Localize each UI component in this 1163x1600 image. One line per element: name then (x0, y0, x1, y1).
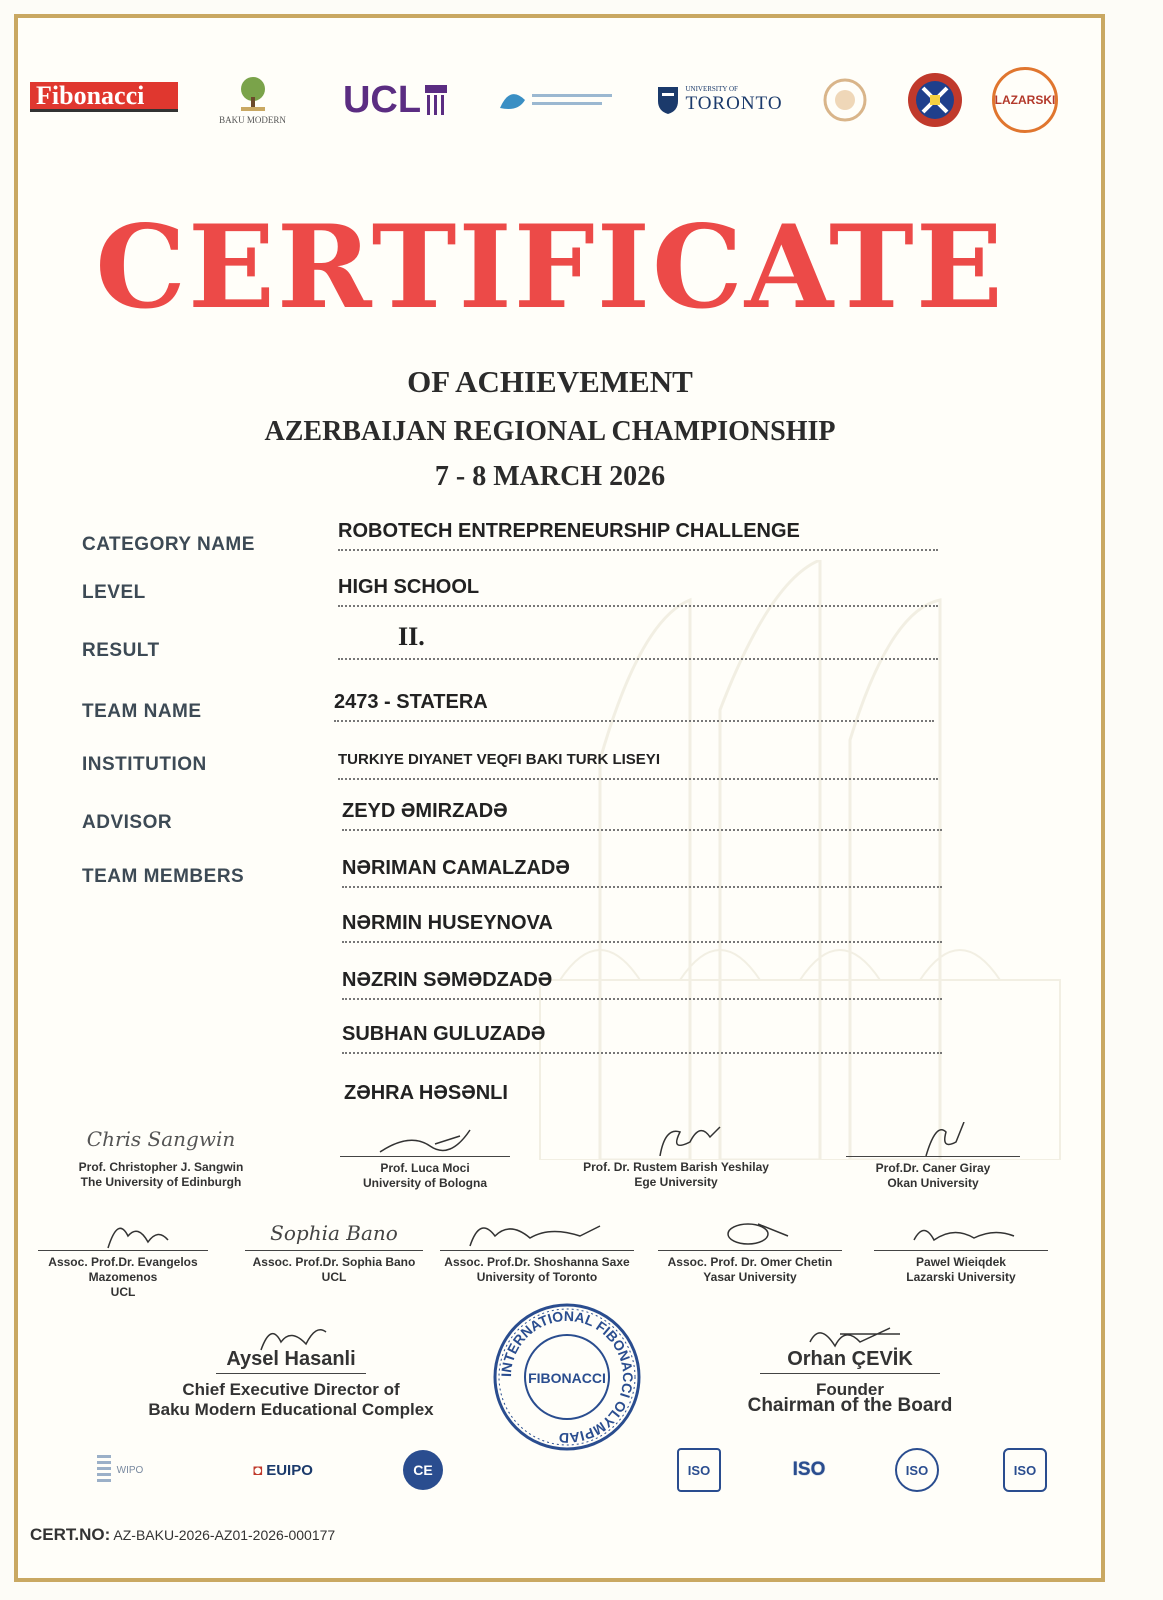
level-value: HIGH SCHOOL (338, 576, 938, 607)
euipo-logo: ◘ EUIPO (253, 1461, 313, 1479)
globe-wave-icon (490, 80, 620, 120)
certificate-number (30, 1525, 335, 1545)
partner-logos-top (30, 60, 1090, 150)
shield-icon (657, 85, 679, 115)
faded-seal-icon (822, 77, 868, 123)
euipo-mark-icon: ◘ (253, 1461, 263, 1479)
lazarski-logo: LAZARSKI (990, 60, 1060, 140)
signature-bano: Sophia Bano Assoc. Prof.Dr. Sophia Bano UCL (245, 1216, 423, 1285)
signature-mark (658, 1216, 842, 1251)
seal-outer-text: INTERNATIONAL FIBONACCI OLYMPIAD (497, 1307, 637, 1447)
result-label: RESULT (82, 640, 160, 661)
certificate-title: CERTIFICATE (95, 200, 1005, 334)
ce-logo: CE (398, 1450, 448, 1490)
signature-giray: Prof.Dr. Caner Giray Okan University (846, 1122, 1020, 1191)
founder-signature: Orhan ÇEVİK Founder Chairman of the Board (730, 1322, 970, 1416)
level-label: LEVEL (82, 582, 146, 603)
signature-mark: Chris Sangwin (86, 1127, 236, 1151)
cert-number-label: CERT.NO: (30, 1525, 111, 1544)
iso-logo-4: ISO (1000, 1450, 1050, 1490)
fibonacci-logo: Fibonacci (30, 82, 178, 112)
wipo-logo: WIPO (70, 1450, 170, 1490)
university-seal-logo (805, 60, 885, 140)
signature-chetin: Assoc. Prof. Dr. Omer Chetin Yasar University (658, 1216, 842, 1285)
signature-mark (38, 1216, 208, 1251)
signature-mark (874, 1216, 1048, 1251)
signature-mark: Sophia Bano (245, 1216, 423, 1251)
signature-mark (440, 1216, 634, 1251)
advisor-value: ZEYD ƏMIRZADƏ (342, 800, 942, 831)
team-member-3: NƏZRIN SƏMƏDZADƏ (342, 969, 942, 1000)
certificate-subtitle: OF ACHIEVEMENT (407, 364, 693, 399)
edinburgh-crest-icon (905, 70, 965, 130)
advisor-label: ADVISOR (82, 812, 173, 833)
team-members-label: TEAM MEMBERS (82, 866, 245, 887)
category-value: ROBOTECH ENTREPRENEURSHIP CHALLENGE (338, 520, 938, 551)
signature-mark (846, 1122, 1020, 1157)
signature-mazomenos: Assoc. Prof.Dr. Evangelos Mazomenos UCL (38, 1216, 208, 1300)
wipo-bars-icon (97, 1455, 111, 1485)
signature-moci: Prof. Luca Moci University of Bologna (340, 1122, 510, 1191)
tree-icon (233, 75, 273, 115)
international-university-logo (485, 60, 625, 140)
event-name: AZERBAIJAN REGIONAL CHAMPIONSHIP (264, 416, 836, 447)
signature-mark (340, 1122, 510, 1157)
team-member-4: SUBHAN GULUZADƏ (342, 1023, 942, 1054)
signature-mark (570, 1122, 782, 1156)
institution-value: TURKIYE DIYANET VEQFI BAKI TURK LISEYI (338, 751, 938, 780)
cert-number-value: AZ-BAKU-2026-AZ01-2026-000177 (113, 1527, 336, 1543)
iso-logo-2: ISO (792, 1459, 826, 1480)
signature-saxe: Assoc. Prof.Dr. Shoshanna Saxe University of Toronto (440, 1216, 634, 1285)
result-value: II. (338, 622, 938, 660)
category-label: CATEGORY NAME (82, 534, 255, 555)
university-of-toronto-logo: UNIVERSITY OF TORONTO (650, 60, 790, 140)
ucl-logo: UCL (335, 60, 455, 140)
seal-inner-text: FIBONACCI (528, 1370, 606, 1386)
baku-modern-logo: BAKU MODERN (205, 60, 300, 140)
chief-executive-signature: Aysel Hasanli Chief Executive Director of Baku Modern Educational Complex (136, 1322, 446, 1420)
event-date: 7 - 8 MARCH 2026 (434, 461, 666, 492)
signature-wieiqdek: Pawel Wieiqdek Lazarski University (874, 1216, 1048, 1285)
institution-label: INSTITUTION (82, 754, 207, 775)
portico-icon (425, 85, 447, 115)
signature-sangwin: Chris Sangwin Prof. Christopher J. Sangwin The University of Edinburgh (66, 1122, 256, 1190)
team-member-1: NƏRIMAN CAMALZADƏ (342, 857, 942, 888)
iso-logo-1: ISO (674, 1450, 724, 1490)
signature-yeshilay: Prof. Dr. Rustem Barish Yeshilay Ege University (570, 1122, 782, 1190)
edinburgh-logo (900, 60, 970, 140)
fibonacci-olympiad-seal (492, 1302, 642, 1452)
team-name-label: TEAM NAME (82, 701, 202, 722)
team-name-value: 2473 - STATERA (334, 691, 934, 722)
iso-logo-3: ISO (892, 1450, 942, 1490)
team-member-5: ZƏHRA HƏSƏNLI (344, 1082, 508, 1104)
team-member-2: NƏRMIN HUSEYNOVA (342, 912, 942, 943)
